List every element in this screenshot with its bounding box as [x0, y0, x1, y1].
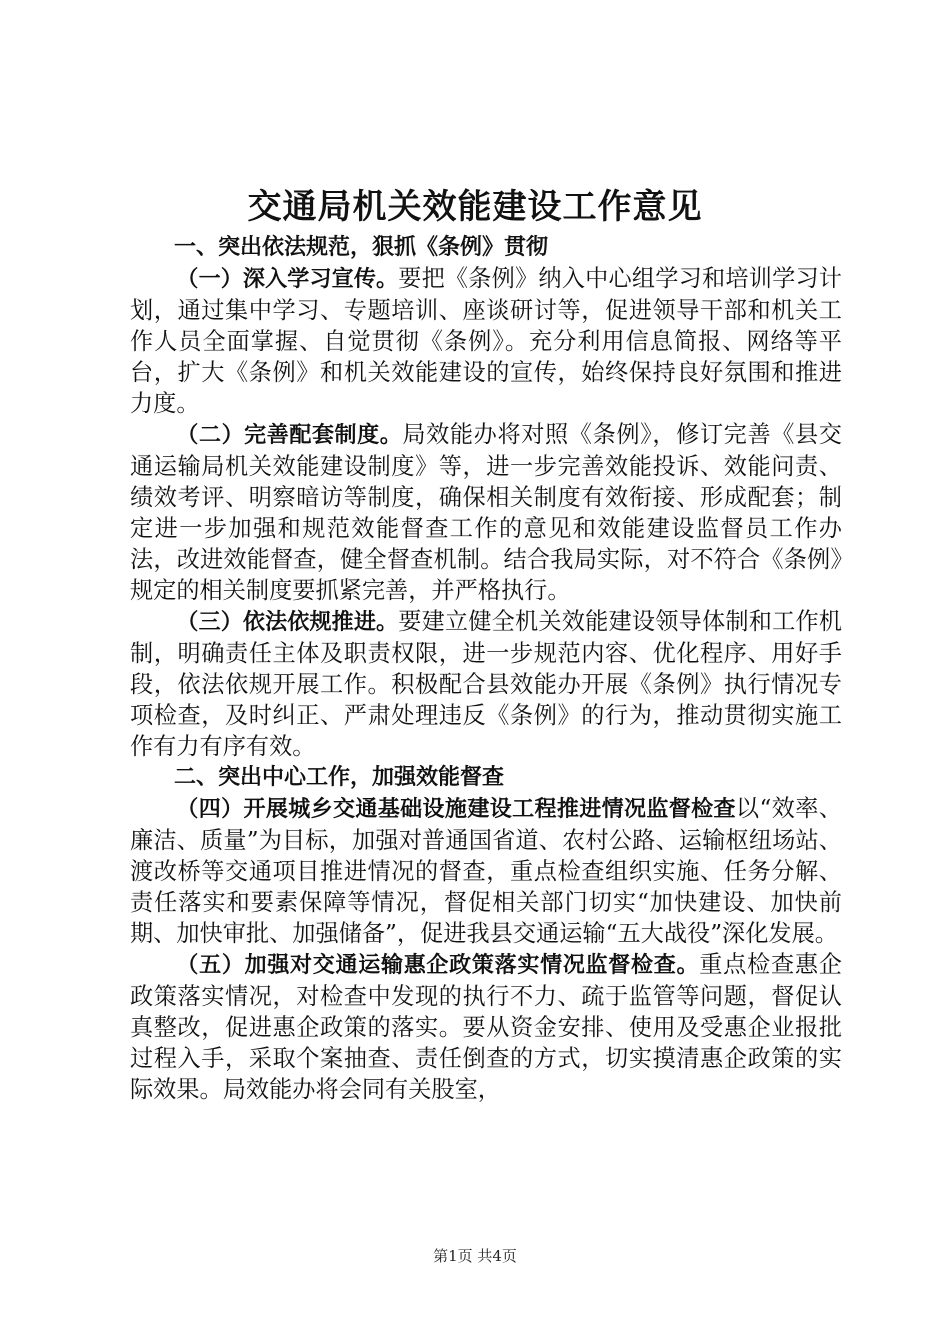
paragraph-text: 重点检查惠企政策落实情况，对检查中发现的执行不力、疏于监管等问题，督促认真整改，促进惠企政策的落实。要从资金安排、使用及受惠企业报批过程入手，采取个案抽查、责任倒查的方式，切实摸清惠企政策的实际效果。局效能办将会同有关股室， — [130, 951, 842, 1103]
paragraph-text: 要建立健全机关效能建设领导体制和工作机制，明确责任主体及职责权限，进一步规范内容、优化程序、用好手段，依法依规开展工作。积极配合县效能办开展《条例》执行情况专项检查，及时纠正、严肃处理违反《条例》的行为，推动贯彻实施工作有力有序有效。 — [130, 608, 842, 760]
page-footer: 第1页 共4页 — [433, 1247, 517, 1265]
paragraph-lead: （四）开展城乡交通基础设施建设工程推进情况监督检查 — [176, 797, 736, 822]
paragraph-text: 局效能办将对照《条例》，修订完善《县交通运输局机关效能建设制度》等，进一步完善效能投诉、效能问责、绩效考评、明察暗访等制度，确保相关制度有效衔接、形成配套；制定进一步加强和规范效能督查工作的意见和效能建设监督员工作办法，改进效能督查，健全督查机制。结合我局实际，对不符合《条例》规定的相关制度要抓紧完善，并严格执行。 — [130, 421, 842, 604]
paragraph-3 — [130, 606, 842, 762]
paragraph-2 — [130, 419, 842, 606]
paragraph-text: 要把《条例》纳入中心组学习和培训学习计划，通过集中学习、专题培训、座谈研讨等，促进领导干部和机关工作人员全面掌握、自觉贯彻《条例》。充分利用信息简报、网络等平台，扩大《条例》和机关效能建设的宣传，始终保持良好氛围和推进力度。 — [130, 265, 842, 417]
paragraph-lead: （五）加强对交通运输惠企政策落实情况监督检查。 — [176, 953, 700, 978]
section-heading-1: 一、突出依法规范，狠抓《条例》贯彻 — [174, 235, 549, 260]
section-heading-2: 二、突出中心工作，加强效能督查 — [174, 765, 505, 790]
document-body — [130, 232, 842, 1105]
paragraph-text: 以“效率、廉洁、质量”为目标，加强对普通国省道、农村公路、运输枢纽场站、渡改桥等交通项目推进情况的督查，重点检查组织实施、任务分解、责任落实和要素保障等情况，督促相关部门切实“加快建设、加快前期、加快审批、加强储备”，促进我县交通运输“五大战役”深化发展。 — [130, 795, 842, 947]
paragraph-1 — [130, 263, 842, 419]
paragraph-lead: （二）完善配套制度。 — [176, 423, 403, 448]
paragraph-5 — [130, 949, 842, 1105]
document-title: 交通局机关效能建设工作意见 — [247, 187, 703, 227]
paragraph-lead: （一）深入学习宣传。 — [176, 267, 399, 292]
paragraph-4 — [130, 793, 842, 949]
paragraph-lead: （三）依法依规推进。 — [176, 610, 399, 635]
